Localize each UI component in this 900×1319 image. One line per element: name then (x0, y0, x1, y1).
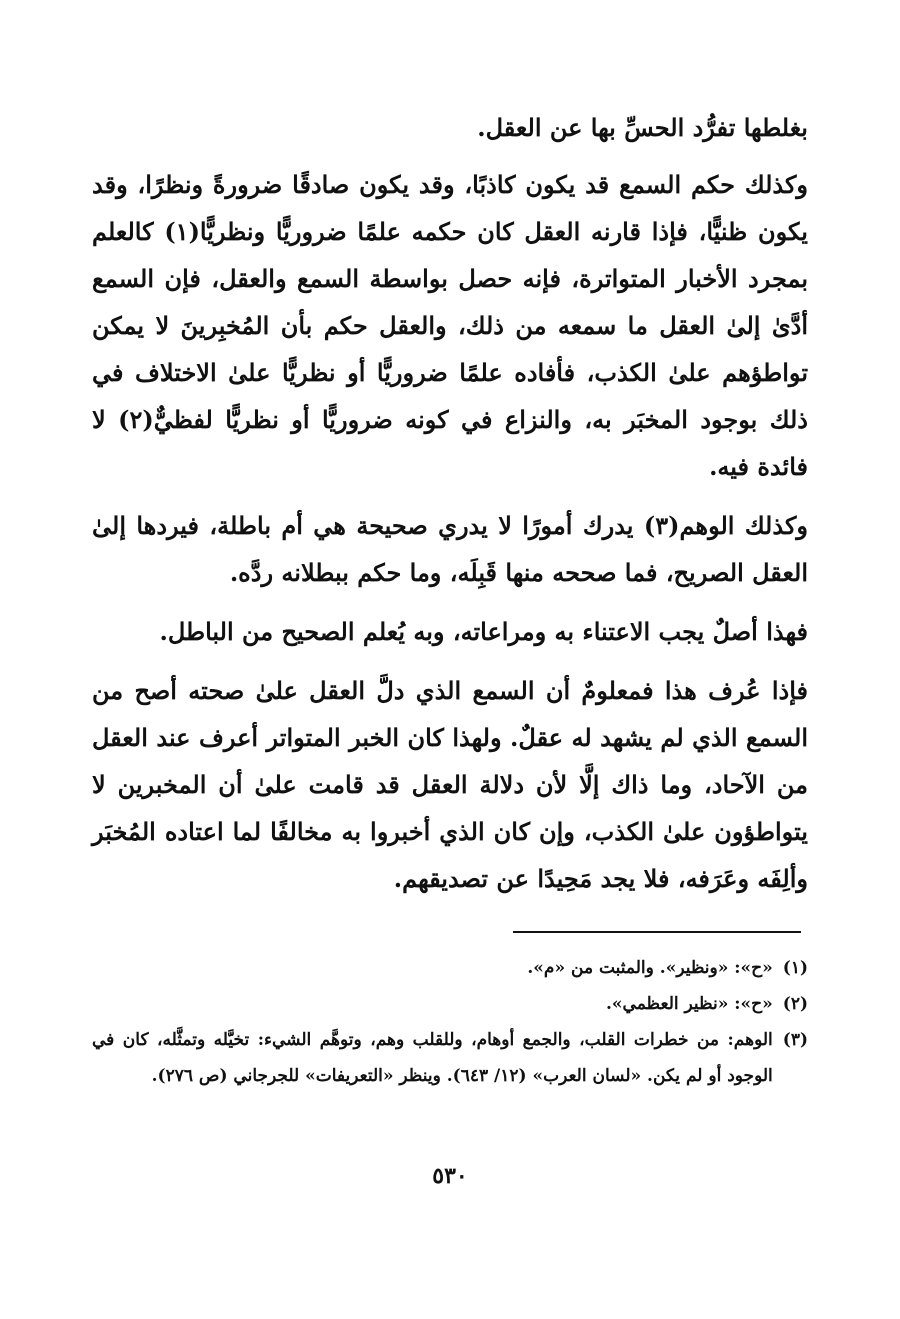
footnote-text: «ح»: «نظير العظمي». (606, 994, 773, 1014)
footnote-divider (513, 931, 801, 933)
paragraph-5: فإذا عُرف هذا فمعلومٌ أن السمع الذي دلَّ العقل علىٰ صحته أصح من السمع الذي لم يشهد له عقلٌ. ولهذا كان الخبر المتواتر أعرف عند العقل من الآحاد، وما ذاك إلَّا لأن دلالة العقل قد قامت علىٰ أن المخبرين لا يتواطؤون علىٰ الكذب، وإن كان الذي أخبروا به مخالفًا لما اعتاده المُخبَر وألِفَه وعَرَفه، فلا يجد مَحِيدًا عن تصديقهم. (92, 676, 809, 893)
footnote-number: (٢) (782, 994, 808, 1014)
paragraph-1: بغلطها تفرُّد الحسِّ بها عن العقل. (477, 113, 808, 142)
footnote-1 (92, 950, 808, 986)
footnote-number: (١) (782, 958, 808, 978)
paragraph-2: وكذلك حكم السمع قد يكون كاذبًا، وقد يكون صادقًا ضرورةً ونظرًا، وقد يكون ظنيًّا، فإذا قارنه العقل كان حكمه علمًا ضروريًّا ونظريًّا(١) كالعلم بمجرد الأخبار المتواترة، فإنه حصل بواسطة السمع والعقل، فإن السمع أدَّىٰ إلىٰ العقل ما سمعه من ذلك، والعقل حكم بأن المُخبِرينَ لا يمكن تواطؤهم علىٰ الكذب، فأفاده علمًا ضروريًّا أو نظريًّا علىٰ الاختلاف في ذلك بوجود المخبَر به، والنزاع في كونه ضروريًّا أو نظريًّا لفظيٌّ(٢) لا فائدة فيه. (92, 170, 808, 481)
footnote-number: (٣) (782, 1030, 808, 1050)
footnotes (92, 950, 808, 1094)
paragraph-3: وكذلك الوهم(٣) يدرك أمورًا لا يدري صحيحة هي أم باطلة، فيردها إلىٰ العقل الصريح، فما صححه منها قَبِلَه، وما حكم ببطلانه ردَّه. (92, 511, 808, 587)
footnote-2 (92, 986, 808, 1022)
paragraph-4: فهذا أصلٌ يجب الاعتناء به ومراعاته، وبه يُعلم الصحيح من الباطل. (159, 617, 808, 646)
main-text (92, 104, 808, 914)
footnote-text: الوهم: من خطرات القلب، والجمع أوهام، وللقلب وهم، وتوهَّم الشيء: تخيَّله وتمثَّله، كان في الوجود أو لم يكن. «لسان العرب» (١٢/ ٦٤٣). وينظر «التعريفات» للجرجاني (ص ٢٧٦). (92, 1030, 773, 1086)
footnote-3 (92, 1022, 808, 1094)
page-number: ٥٣٠ (432, 1163, 468, 1189)
footnote-text: «ح»: «ونظير». والمثبت من «م». (527, 958, 773, 978)
